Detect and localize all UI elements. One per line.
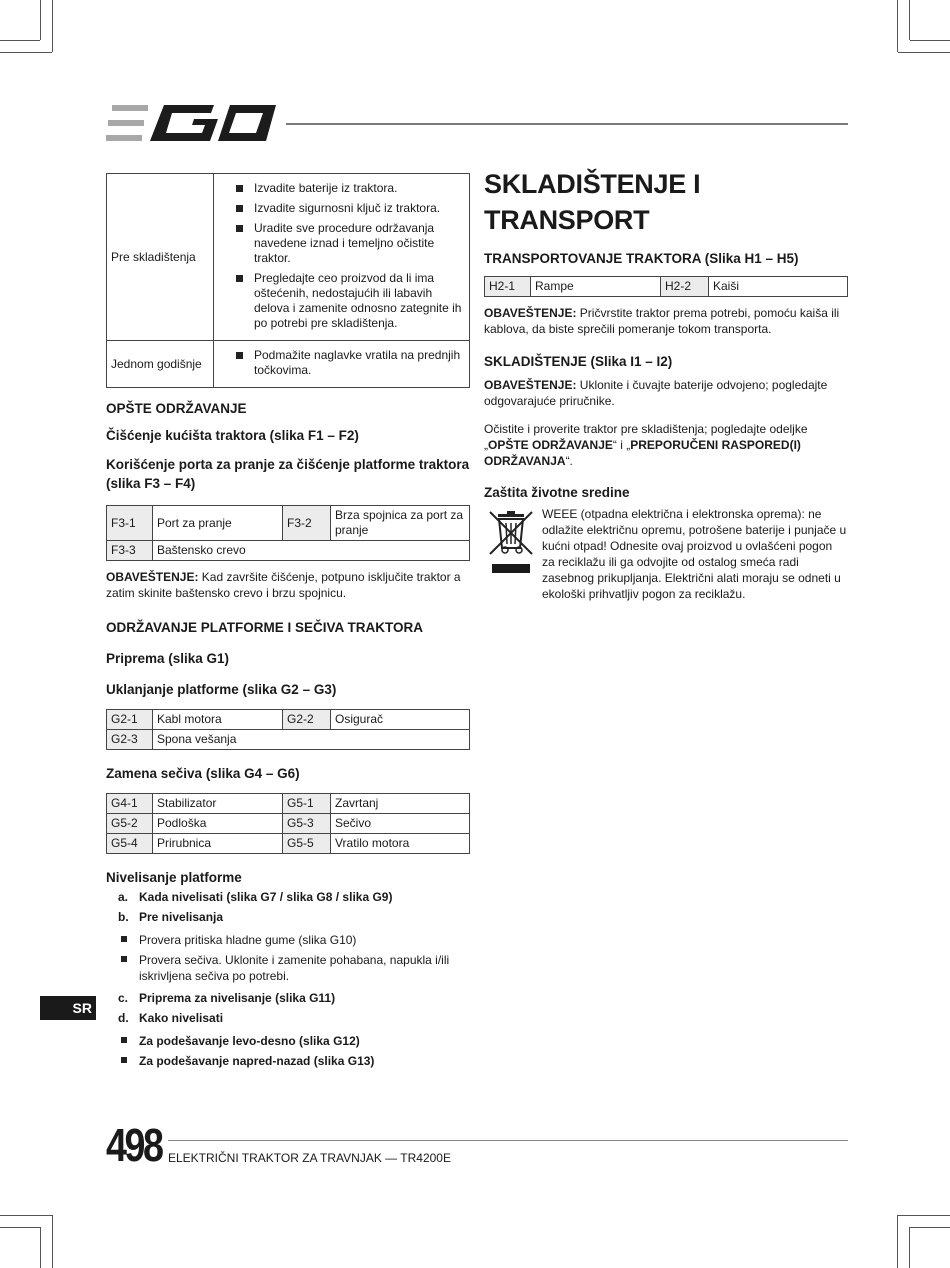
- part-code: G2-1: [107, 710, 153, 730]
- step-text: Kako nivelisati: [139, 1011, 224, 1025]
- parts-table-g2: [106, 793, 470, 854]
- schedule-items: [214, 174, 470, 341]
- crop-mark: [897, 0, 898, 52]
- step-item: [118, 907, 470, 927]
- step-letter: b.: [118, 910, 129, 924]
- weee-text: WEEE (otpadna električna i elektronska oprema): ne odlažite električnu opremu, potrošene baterije i punjače u kućni otpad! Odnesite ovaj proizvod u ovlašćeni pogon za reciklažu ili ga odvojite od ostalog smeća radi zasebnog prikupljanja. Električni alati moraju se odneti u ekološki prihvatljiv pogon za reciklažu.: [542, 507, 847, 601]
- list-item: Za podešavanje napred-nazad (slika G13): [118, 1053, 470, 1069]
- leveling-steps: [118, 887, 470, 1069]
- part-name: Kabl motora: [153, 710, 283, 730]
- language-tab: SR: [40, 996, 96, 1020]
- subsection-heading: Priprema (slika G1): [106, 651, 230, 666]
- subsection-heading: Zaštita životne sredine: [484, 485, 630, 500]
- step-item: [118, 887, 470, 907]
- list-item: Uradite sve procedure održavanja navedene iznad i temeljno očistite traktor.: [218, 221, 465, 266]
- part-code: G2-3: [107, 730, 153, 750]
- parts-table-g1: [106, 709, 470, 750]
- crop-mark: [898, 1215, 950, 1216]
- crop-mark: [40, 1227, 41, 1268]
- ego-logo: [106, 100, 278, 146]
- part-code: G2-2: [283, 710, 331, 730]
- part-name: Baštensko crevo: [153, 541, 470, 561]
- schedule-period: Jednom godišnje: [107, 341, 214, 388]
- subsection-heading: Čišćenje kućišta traktora (slika F1 – F2): [106, 428, 359, 443]
- page-number: 498: [106, 1119, 162, 1171]
- parts-table-f: [106, 505, 470, 561]
- part-name: Zavrtanj: [331, 794, 470, 814]
- crop-mark: [0, 40, 40, 41]
- schedule-items: [214, 341, 470, 388]
- crop-mark: [910, 40, 950, 41]
- notice-label: OBAVEŠTENJE:: [484, 306, 577, 320]
- step-item: [118, 1008, 470, 1028]
- part-code: G5-3: [283, 814, 331, 834]
- notice-text: Kad završite čišćenje, potpuno isključite traktor a zatim skinite baštensko crevo i brzu spojnicu.: [106, 570, 461, 600]
- section-reference: OPŠTE ODRŽAVANJE: [488, 438, 613, 452]
- weee-bin-icon: [484, 506, 542, 602]
- part-code: F3-1: [107, 506, 153, 541]
- subsection-heading: Uklanjanje platforme (slika G2 – G3): [106, 682, 337, 697]
- table-row: [107, 834, 470, 854]
- crop-mark: [898, 52, 950, 53]
- crop-mark: [0, 1227, 40, 1228]
- list-item: Za podešavanje levo-desno (slika G12): [118, 1033, 470, 1049]
- part-code: G4-1: [107, 794, 153, 814]
- subsection-heading: Korišćenje porta za pranje za čišćenje platforme traktora (slika F3 – F4): [106, 457, 470, 491]
- part-code: H2-1: [485, 277, 531, 297]
- subsection-heading: Zamena sečiva (slika G4 – G6): [106, 766, 300, 781]
- part-name: Podloška: [153, 814, 283, 834]
- part-code: F3-2: [283, 506, 331, 541]
- page-title: SKLADIŠTENJE I TRANSPORT: [484, 169, 701, 235]
- footer-title: ELEKTRIČNI TRAKTOR ZA TRAVNJAK — TR4200E: [168, 1151, 451, 1165]
- list-item: Izvadite sigurnosni ključ iz traktora.: [218, 201, 465, 216]
- part-code: H2-2: [661, 277, 709, 297]
- step-letter: d.: [118, 1011, 129, 1025]
- part-name: Stabilizator: [153, 794, 283, 814]
- notice-label: OBAVEŠTENJE:: [106, 570, 199, 584]
- table-row: [107, 794, 470, 814]
- text-run: Očistite i proverite traktor pre skladištenja; pogledajte odeljke „: [484, 422, 808, 452]
- table-row: [107, 174, 470, 341]
- right-column: [484, 166, 848, 602]
- table-row: [107, 341, 470, 388]
- step-letter: a.: [118, 890, 129, 904]
- notice-text: Pričvrstite traktor prema potrebi, pomoću kaiša ili kablova, da biste sprečili pomeranje tokom transporta.: [484, 306, 840, 336]
- part-name: Brza spojnica za port za pranje: [331, 506, 470, 541]
- crop-mark: [52, 1215, 53, 1268]
- step-text: Kada nivelisati (slika G7 / slika G8 / slika G9): [139, 890, 393, 904]
- part-name: Vratilo motora: [331, 834, 470, 854]
- notice-paragraph: [106, 569, 470, 601]
- section-reference: PREPORUČENI RASPORED(I) ODRŽAVANJA: [484, 438, 801, 468]
- subsection-heading: Nivelisanje platforme: [106, 870, 242, 885]
- crop-mark: [0, 1215, 52, 1216]
- section-heading: ODRŽAVANJE PLATFORME I SEČIVA TRAKTORA: [106, 620, 424, 635]
- crop-mark: [909, 1227, 910, 1268]
- list-item: Podmažite naglavke vratila na prednjih točkovima.: [218, 348, 465, 378]
- maintenance-schedule-table: [106, 173, 470, 388]
- section-heading: TRANSPORTOVANJE TRAKTORA (Slika H1 – H5): [484, 251, 799, 266]
- crop-mark: [0, 52, 52, 53]
- crop-mark: [909, 0, 910, 40]
- list-item: Pregledajte ceo proizvod da li ima oštećenih, nedostajućih ili labavih delova i zamenite odnosno zategnite ih po potrebi pre skladištenja.: [218, 271, 465, 331]
- list-item: Izvadite baterije iz traktora.: [218, 181, 465, 196]
- text-run: “ i „: [612, 438, 631, 452]
- step-item: [118, 988, 470, 1008]
- step-text: Pre nivelisanja: [139, 910, 224, 924]
- step-letter: c.: [118, 991, 129, 1005]
- left-column: [106, 173, 470, 1073]
- section-heading: OPŠTE ODRŽAVANJE: [106, 401, 247, 416]
- part-name: Osigurač: [331, 710, 470, 730]
- part-name: Prirubnica: [153, 834, 283, 854]
- table-row: [107, 730, 470, 750]
- parts-table-h: [484, 276, 848, 297]
- cleaning-paragraph: [484, 421, 848, 469]
- notice-text: Uklonite i čuvajte baterije odvojeno; pogledajte odgovarajuće priručnike.: [484, 378, 828, 408]
- table-row: [107, 710, 470, 730]
- part-name: Port za pranje: [153, 506, 283, 541]
- notice-paragraph: [484, 305, 848, 337]
- part-code: G5-5: [283, 834, 331, 854]
- section-heading: SKLADIŠTENJE (Slika I1 – I2): [484, 354, 673, 369]
- notice-label: OBAVEŠTENJE:: [484, 378, 577, 392]
- list-item: Provera sečiva. Uklonite i zamenite pohabana, napukla i/ili iskrivljena sečiva po potrebi.: [118, 952, 470, 984]
- weee-block: [484, 506, 848, 602]
- crop-mark: [40, 0, 41, 40]
- part-name: Spona vešanja: [153, 730, 470, 750]
- table-row: [485, 277, 848, 297]
- part-code: F3-3: [107, 541, 153, 561]
- crop-mark: [897, 1215, 898, 1268]
- footer-rule: [168, 1140, 848, 1141]
- notice-paragraph: [484, 377, 848, 409]
- step-text: Priprema za nivelisanje (slika G11): [139, 991, 336, 1005]
- header-rule: [286, 123, 848, 125]
- crop-mark: [910, 1227, 950, 1228]
- table-row: [107, 814, 470, 834]
- part-code: G5-1: [283, 794, 331, 814]
- crop-mark: [52, 0, 53, 52]
- schedule-period: Pre skladištenja: [107, 174, 214, 341]
- table-row: [107, 506, 470, 541]
- list-item: Provera pritiska hladne gume (slika G10): [118, 932, 470, 948]
- text-run: “.: [565, 454, 573, 468]
- part-name: Sečivo: [331, 814, 470, 834]
- table-row: [107, 541, 470, 561]
- part-code: G5-2: [107, 814, 153, 834]
- part-name: Kaiši: [709, 277, 848, 297]
- part-name: Rampe: [531, 277, 661, 297]
- part-code: G5-4: [107, 834, 153, 854]
